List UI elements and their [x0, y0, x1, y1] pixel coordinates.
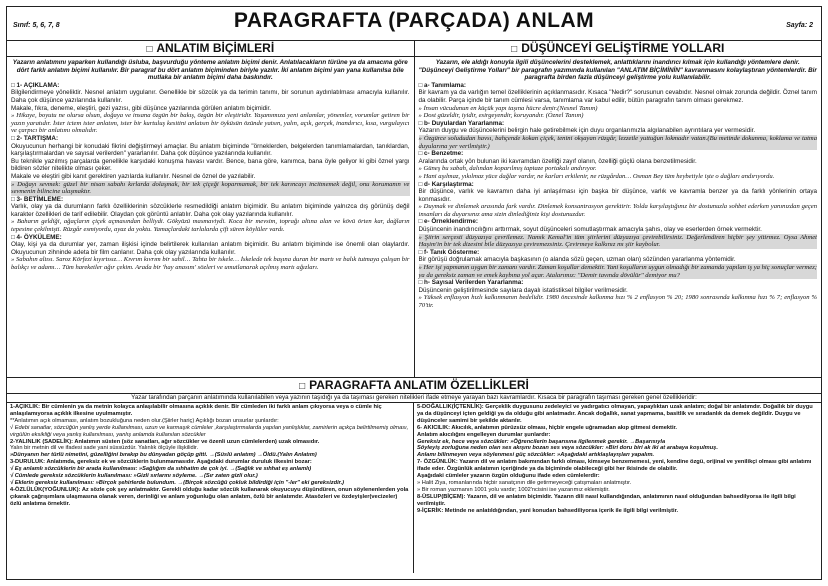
- page-title: PARAGRAFTA (PARÇADA) ANLAM: [233, 9, 595, 32]
- paragraph: » Her işi yapmanın uygun bir zamanı vardır. Zaman koşullar demektir. Yani koşulların uygun olmadığı bir zamanda yapılan iş ya hiç sonuçlar vermez; ya da gereksiz zaman ve emek kaybına yol açar. Atalarımız: "Demir tavında dövülür" demiyor mu?: [418, 264, 817, 279]
- section-title-dusunceyi-gelistirme: [415, 41, 822, 57]
- paragraph: Düşüncenin inandırıcılığını arttırmak, soyut düşünceleri somutlaştırmak amacıyla şahıs, olay ve eserlerden örnek vermektir.: [418, 226, 762, 234]
- paragraph: 6- AKICILIK: Akıcılık, anlatımın pürüzsüz olması, hiçbir engele uğramadan akıp gitmesi demektir.: [417, 424, 678, 431]
- page-number: Sayfa: 2: [786, 22, 813, 29]
- paragraph: √ Eş anlamlı sözcüklerin bir arada kullanılması: »Sağlığım da sıhhatim de çok iyi. →(Sağlık ve sıhhat eş anlamlı): [10, 466, 312, 473]
- paragraph: Düşüncenin geliştirilmesinde sayılara dayalı istatistiksel bilgiler verilmesidir.: [418, 286, 628, 294]
- paragraph: Bir düşünce, varlık ve kavramın daha iyi anlaşılması için başka bir düşünce, varlık ve kavramla benzer ya da farklı yönlerinin ortaya konmasıdır.: [418, 188, 817, 203]
- paragraph: »Dünyanın her türlü nimetini, güzelliğini bırakıp bu dünyadan göçüp gitti. →(Süslü anlatım) →Öldü.(Yalın Anlatım): [10, 452, 317, 459]
- paragraph: 4-ÖZLÜLÜK(YOĞUNLUK): Az sözle çok şey anlatmaktır. Gerekli olduğu kadar sözcük kullanarak okuyucuyu düşündüren, onun söylenenlerden yola çıkarak çağrışımlara ulaşmasına olanak veren, derinliği ve anlam yoğunluğu olan anlatım, özlü bir anlatımdır. Atasözleri ve özdeyişler(vecizeler) özlü anlatıma örnektir.: [10, 486, 409, 507]
- paragraph: Yazarın anlatımını yaparken kullandığı üsluba, başvurduğu yönteme anlatım biçimi denir. Anlatılacakların türüne ya da amacına göre dört farklı anlatım biçimi kullanılır. Bir paragraf bu dört anlatım biçiminden biriyle yazılır. İki anlatım biçimi yan yana kullanılsa bile mutlaka bir anlatım biçimi daha baskındır.: [12, 59, 408, 82]
- paragraph: 9-İÇERİK: Metinde ne anlatıldığından, yani konudan bahsediliyorsa içerik ile ilgili bilgi verilmiştir.: [417, 507, 679, 514]
- paragraph: » Duymak ve dinlemek arasında fark vardır. Dinlemek konsantrasyon gerektirir. Yolda karşılaştığınız bir dostunuzla sohbet ederken yanınızdan geçen insanları da duyarsınız ama sizin dinlediğiniz kişi dostunuzdur.: [418, 203, 817, 218]
- paragraph: » İnsan vücudunun en küçük yapı taşına hücre denir.(Nesnel Tanım): [418, 104, 598, 112]
- paragraph: » Güneş bu sabah, dalından koparılmış taptaze portakalı andırıyor.: [418, 165, 597, 173]
- paragraph: Anlamı bilinmeyen veya söylenmesi güç sözcükler: »Aşağıdaki artıklaşlayışları yapalım.: [417, 452, 655, 459]
- page-header: [7, 7, 821, 41]
- section-title-anlatim-ozellikleri: [7, 378, 821, 394]
- paragraph: 7- ÖZGÜNLÜK: Yazarın dil ve anlatım bakımından farklı olması, kimseye benzememesi, yeni, kendine özgü, orijinal ve yenilikçi olması gibi anlatımı ifade eder. Özgünlük anlatımın içeriğinde ya da biçiminde olabileceği gibi her ikisinde de olabilir.: [417, 459, 812, 473]
- paragraph: Makale ve eleştiri gibi kanıt gerektiren yazılarda kullanılır. Nesnel de öznel de yazılabilir.: [11, 172, 256, 180]
- paragraph: □ d- Karşılaştırma:: [418, 180, 474, 188]
- paragraph: Aralarında ortak yön bulunan iki kavramdan özelliği zayıf olanın, özelliği güçlü olana benzetilmesidir.: [418, 157, 697, 165]
- paragraph: » Özgürce solududan havsı, bahçende kokan çiçek, tenini okşayan rüzgâr, lezzetle yuttuğun lokmadır vatan.(Bu metinde dokunma, koklama ve tatma duyularına yer verilmiştir.): [418, 134, 817, 150]
- paragraph: Makale, fıkra, deneme, eleştiri, gezi yazısı, gibi düşünce yazılarında görülen anlatım biçimidir.: [11, 104, 272, 112]
- dusunceyi-gelistirme-column: [415, 41, 822, 377]
- paragraph: 2-YALINLIK (SADELİK): Anlatımın süsten (söz sanatları, ağır sözcükler ve özenli uzun cümlelerden) uzak olmasıdır.: [10, 438, 320, 445]
- paragraph: Okuyucunun herhangi bir konudaki fikrini değiştirmeyi amaçlar. Bu anlatım biçiminde "örneklerden, belgelerden tanımlamalardan, tanıklardan, karşılaştırmalardan ve sayısal verilerden" yararlanılır. Daha çok düşünce yazılarında kullanılır.: [11, 142, 410, 158]
- paragraph: □ h- Sayısal Verilerden Yararlanma:: [418, 279, 524, 287]
- anlatim-ozellikleri-left: [7, 403, 414, 573]
- paragraph: Bu teknikle yazılmış parçalarda genellikle karşıdaki konuşma havası vardır. Bence, bana göre, kanımca, bana öyle geliyor ki gibi öznel yargı bildiren sözler nitelikte olması çeker.: [11, 157, 410, 173]
- paragraph: √ Edebi sanatlar, sözcüğün yanlış yerde kullanılması, uzun ve karmaşık cümleler ,karşılaştırmalarda yapılan yanlışlıklar, zamirlerin açıkça belirtilmemiş olması, virgülün eksikliği veya yanlış kullanılması, yanlış anlamda kullanılan sözcükler: [10, 424, 409, 438]
- paragraph: □ 3- BETİMLEME:: [11, 195, 64, 203]
- paragraph: » Bir roman yazmanın 1001 yolu vardır; 1002'ncisini ise yazarımız eklemiştir.: [417, 486, 610, 493]
- paragraph: Bir kavram ya da varlığın temel özelliklerinin açıklanmasıdır. Kısaca "Nedir?" sorusunun cevabıdır. Nesnel olmak zorunda değildir. Öznel tanım da olabilir. Parça içinde bir tanım cümlesi varsa, tanımlama var kabul edilir, bütün paragrafın tanım olması gerekmez.: [418, 89, 817, 104]
- paragraph: » Hikaye, boyutu ne olursa olsun, doğaya ve insana özgün bir bakış, özgün bir eleştiridir. Yaşamımıza yeni anlamlar, yönemler, vorumlar getiren bir yazın yaratıdır. İster ictem ister anlatım, ister bir kurtuluş kesitini anlatsın bir öyküsün özünde yatsın, yalın, açık, gerçek, inandırıcı, kısa, vurgulayıcı ve çarpıcı bir anlatımı olmalıdır.: [11, 112, 410, 135]
- worksheet-page: [6, 6, 822, 580]
- paragraph: » Yüksek enflasyon hızlı kalkınmanın bedelidir. 1980 öncesinde kalkınma hızı % 2 enflasyon % 20; 1980 sonrasında kalkınma hızı % 7; enflasyon % 70'tir.: [418, 294, 817, 309]
- paragraph: » Baharın geldiği, ağaçların çiçek açmasından belliydi. Gökyüzü masmaviydi. Koca bir mevsim, toprağı altına alan ve kövü örten kar, dağların tepesine çekilmişti. Rüzgâr esmiyordu, ayaz da yoktu. Yamaçlardaki tarlalarda çift süren köylüler vardı.: [11, 218, 410, 234]
- paragraph: » Dost güzeldir, iyidir, esirgeyendir, koruyandır. (Öznel Tanım): [418, 112, 584, 120]
- paragraph: Varlık, olay ya da durumların farklı özelliklerinin sözcüklerle resmedildiği anlatım biçimidir. Bu anlatım biçiminde yalnızca dış görünüş değil karakter özellikleri de tarif edilebilir. Olaydan çok görüntü anlatılır. Daha çok olay yazılarında kullanılır.: [11, 203, 410, 218]
- paragraph: □ b- Duyulardan Yararlanma:: [418, 119, 505, 127]
- paragraph: 8-ÜSLUP(BİÇEM): Yazarın, dil ve anlatım biçimidir. Yazarın dili nasıl kullandığından, anlatımının nasıl olduğundan bahsedilyorsa ile ilgili bilgi verilmiştir.: [417, 493, 796, 507]
- checkbox-icon: □: [511, 44, 518, 55]
- paragraph: □ e- Örneklendirme:: [418, 218, 478, 226]
- paragraph: » Doğayı sevmek: güzel bir nisan sabahı kırlarda dolaşmak, bir tek çiçeği koparmamak, bir tek karıncayı incitmemek değil, onu korumanın ve sevmenin bilincine ulaşmaktır.: [11, 180, 410, 196]
- paragraph: □ f- Tanık Gösterme:: [418, 248, 480, 256]
- paragraph: » Hani aşılmaz, yıkılmaz yüce dağlar vardır, ne karları erkilenir, ne rüzgârdan… Osman Bey tüm heybetiyle işte o dağları andırıyordu.: [418, 172, 775, 180]
- paragraph: 5-DOĞALLIK(İÇTENLİK): Gerçeklik duygusunu zedeleyici ve yadırgatıcı olmayan, yapaylıktan uzak anlatım; doğal bir anlatımdır. Doğallık bir duygu ya da düşünceyi içten geldiği ya da olduğu gibi anlatmadır. Ancak doğallık, sanat yapmama, basitlik ve sıradanlık da demek değildir. Duygu ve düşünceler samimi bir şekilde aktarılır.: [417, 404, 813, 424]
- anlatim-ozellikleri-columns: [7, 403, 821, 573]
- paragraph: Söyleyiş zorluğuna neden olan ses akışını bozan ses veya sözcükler: »Biri doru biri ak iki at arabaya koşulmuş.: [417, 445, 718, 452]
- section-title-anlatim-bicimleri: [7, 41, 414, 57]
- paragraph: **Anlatımın açık olmaması, anlatım bozukluğuna neden olur.(Şiirler hariç) Açıklığı bozan unsurlar şunlardır:: [10, 417, 279, 424]
- paragraph: Yazarın duygu ve düşüncelerini belirgin hale getirebilmek için duyu organlarımızla algılanabilen ayrıntılara yer vermesidir.: [418, 127, 756, 135]
- paragraph: » Halit Ziya, romanlarında hiçbir sanatçının dile getirmeyeceği çatışmaları anlatmıştır.: [417, 479, 632, 486]
- section-title-text: DÜŞÜNCEYİ GELİŞTİRME YOLLARI: [521, 41, 725, 55]
- paragraph: √ Eklerin gereksiz kullanılması: »Birçok şehirlerde bulundum. →(Birçok sözcüğü çokluk bildirdiği için "-ler" eki gereksizdir.): [10, 479, 345, 486]
- paragraph: Bilgilendirmeye yöneliktir. Nesnel anlatım uygulanır. Genellikle bir sözcük ya da terimin tanımı, bir sorunun aydınlatılması amacıyla kullanılır. Daha çok düşünce yazılarında kullanılır.: [11, 89, 410, 104]
- paragraph: Aşağıdaki cümleler yazarın özgün olduğunu ifade eden cümlelerdir:: [417, 473, 600, 480]
- paragraph: Bir görüşü doğrulamak amacıyla başkasının (o alanda sözü geçen, uzman olan) sözünden yararlanma yöntemidir.: [418, 256, 736, 264]
- checkbox-icon: □: [299, 381, 306, 392]
- paragraph: Olay, kişi ya da durumlar yer, zaman ilişkisi içinde belirtilerek kullanılan anlatım biçimidir. Bu anlatım biçiminde ise önemli olan olaylardır. Okuyucunun zihninde adeta bir film canlanır. Daha çok olay yazılarında kullanılır.: [11, 241, 410, 256]
- section-title-text: ANLATIM BİÇİMLERİ: [156, 41, 275, 55]
- section-title-text: PARAGRAFTA ANLATIM ÖZELLİKLERİ: [309, 378, 529, 392]
- anlatim-bicimleri-body: [7, 57, 414, 274]
- paragraph: □ 4- ÖYKÜLEME:: [11, 233, 62, 241]
- paragraph: 1-AÇIKLIK: Bir cümlenin ya da metnin kolayca anlaşılabilir olmasına açıklık denir. Bir cümleden iki farklı anlam çıkıyorsa veya o cümle hiç anlaşılamıyorsa açıklık ilkesine uyulmamıştır.: [10, 404, 382, 417]
- paragraph: Yazarın, ele aldığı konuyla ilgili düşüncelerini desteklemek, anlattıklarını inandırıcı kılmak için kullandığı yöntemlere denir. "Düşünceyi Geliştirme Yolları" bir paragrafın yazımında kullanılan "ANLATIM BİÇİMİNİN" kavranmasını kolaylaştıran yöntemlerdir. Bir paragrafta birden fazla düşünceyi geliştirme yolu kullanılabilir.: [418, 59, 817, 82]
- paragraph: □ 2- TARTIŞMA:: [11, 134, 59, 142]
- paragraph: √ Cümlede gereksiz sözcüklerin kullanılması: »Gizli sırlarını söyleme. →(Sır zaten gizli olur.): [10, 473, 258, 480]
- paragraph: Gereksiz ek, hece veya sözcükler: »Öğrencilerin başarısına ilgilenmek gerekir. →Başarısıyla: [417, 438, 666, 445]
- two-column-section: [7, 41, 821, 378]
- paragraph: » Şiirin serçesti düzyazıya çevrilemez. Namık Kemal'in tüm şiirlerini düzyazıya çevirebilirsiniz. Değerlendiren hiçbir şey yitirmez. Oysa Ahmet Haşim'in bir tek dizesini bile düzyazıya çeviremezsiniz. Çevirmeye kalkınız mı şiir kaybolur.: [418, 233, 817, 249]
- paragraph: 3-DURULUK: Anlatımda, gereksiz ek ve sözcüklerin bulunmamasıdır. Aşağıdaki durumlar duruluk ilkesini bozar:: [10, 459, 312, 466]
- anlatim-bicimleri-column: [7, 41, 415, 377]
- anlatim-ozellikleri-right: [414, 403, 821, 573]
- paragraph: Anlatım akıcılığını engelleyen durumlar şunlardır:: [417, 431, 551, 438]
- anlatim-ozellikleri-intro: Yazar tarafından parçanın anlatımında kullanılabilen veya yazının taşıdığı ya da taşıması gereken nitelikleri ifade etmeye yarayan bazı kavramlardır. Kısaca bir paragrafın taşıması gereken genel özellikleridir:: [7, 394, 821, 403]
- paragraph: □ c- Benzetme:: [418, 150, 464, 158]
- paragraph: Yalın bir metnin dil ve ifadesi sade yani süssüzdür. Yalınlık ölçüyle ilişkilidir.: [10, 445, 199, 452]
- paragraph: » Sabahın altısı. Saroz Körfezi kıyırtısız… Kıvrım kıvrım bir sahil… Tahta bir iskele… İskelede tek başına duran bir martı ve balık tutmaya çalışan bir balıkçı ve adamı… Tüm hareketler ağır çekim. Arada bir 'hay anasını' sözleri ve umutlanarak açılmış martı ağızları.: [11, 256, 410, 272]
- paragraph: □ 1- AÇIKLAMA:: [11, 81, 60, 89]
- dusunceyi-gelistirme-body: [415, 57, 822, 312]
- grade-label: Sınıf: 5, 6, 7, 8: [13, 22, 60, 29]
- checkbox-icon: □: [146, 44, 153, 55]
- paragraph: □ a- Tanımlama:: [418, 81, 466, 89]
